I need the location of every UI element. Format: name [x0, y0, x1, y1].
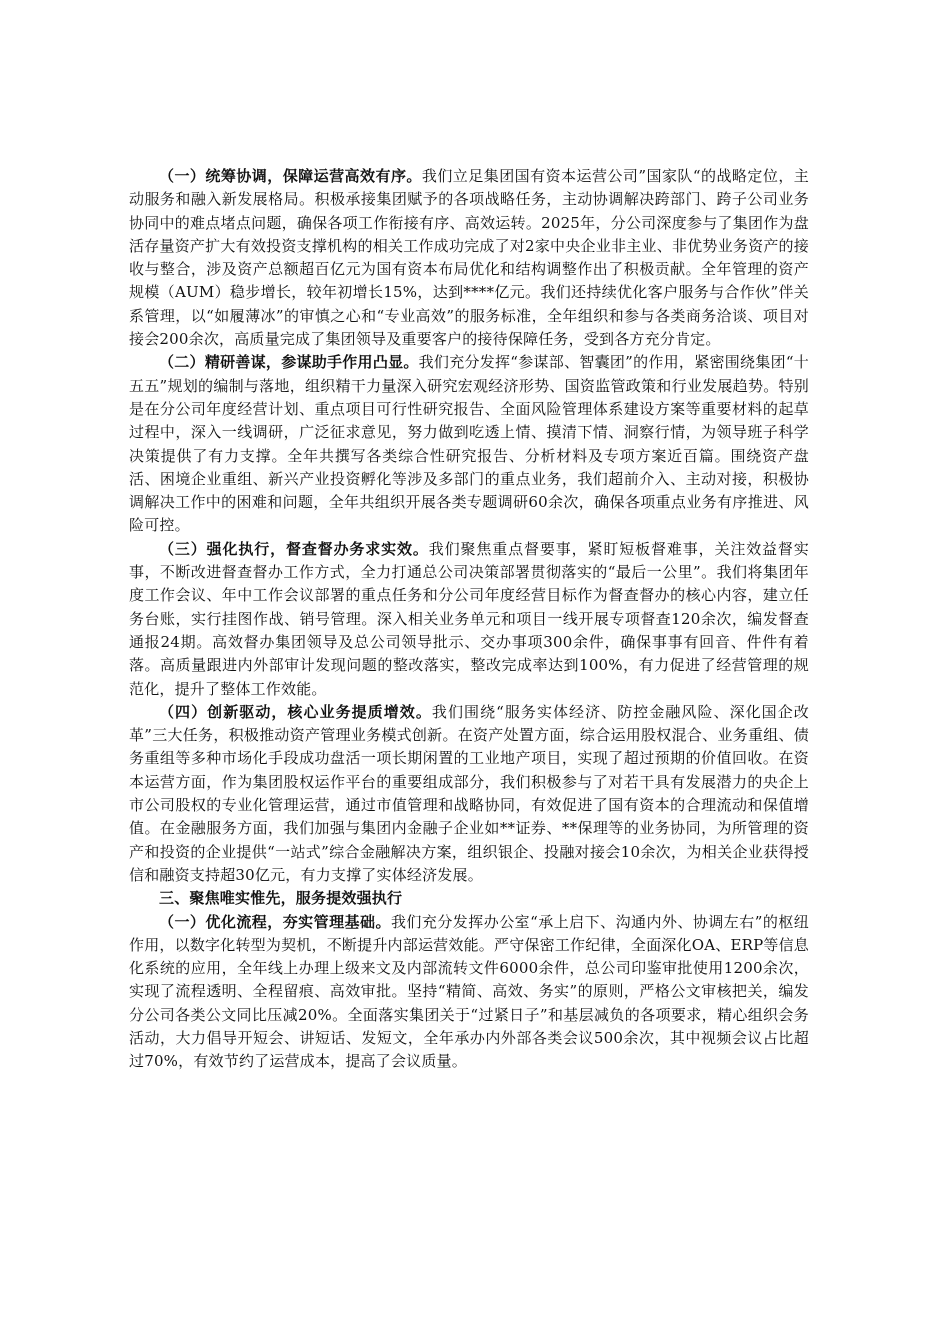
paragraph-innovation [129, 701, 809, 887]
paragraph-lead: （一）优化流程，夯实管理基础。 [159, 912, 391, 931]
paragraph-lead: （二）精研善谋，参谋助手作用凸显。 [159, 353, 419, 372]
paragraph-research [129, 351, 809, 537]
paragraph-body: 我们充分发挥“参谋部、智囊团”的作用，紧密围绕集团“十五五”规划的编制与落地，组织精干力量深入研究宏观经济形势、国资监管政策和行业发展趋势。特别是在分公司年度经营计划、重点项目可行性研究报告、全面风险管理体系建设方案等重要材料的起草过程中，深入一线调研，广泛征求意见，努力做到吃透上情、摸清下情、洞察行情，为领导班子科学决策提供了有力支撑。全年共撰写各类综合性研究报告、分析材料及专项方案近百篇。围绕资产盘活、困境企业重组、新兴产业投资孵化等涉及多部门的重点业务，我们超前介入、主动对接，积极协调解决工作中的困难和问题，全年共组织开展各类专题调研60余次，确保各项重点业务有序推进、风险可控。 [129, 353, 809, 535]
paragraph-lead: （三）强化执行，督查督办务求实效。 [159, 539, 429, 558]
paragraph-coordination [129, 165, 809, 351]
paragraph-body: 我们聚焦重点督要事，紧盯短板督难事，关注效益督实事，不断改进督查督办工作方式，全力打通总公司决策部署贯彻落实的“最后一公里”。我们将集团年度工作会议、年中工作会议部署的重点任务和分公司年度经营目标作为督查督办的核心内容，建立任务台账，实行挂图作战、销号管理。深入相关业务单元和项目一线开展专项督查120余次，编发督查通报24期。高效督办集团领导及总公司领导批示、交办事项300余件，确保事事有回音、件件有着落。高质量跟进内外部审计发现问题的整改落实，整改完成率达到100%，有力促进了经营管理的规范化，提升了整体工作效能。 [129, 539, 809, 698]
paragraph-process [129, 911, 809, 1074]
document-page [129, 165, 809, 1074]
paragraph-lead: （一）统筹协调，保障运营高效有序。 [159, 167, 422, 185]
paragraph-body: 我们立足集团国有资本运营公司”国家队“的战略定位，主动服务和融入新发展格局。积极承接集团赋予的各项战略任务，主动协调解决跨部门、跨子公司业务协同中的难点堵点问题，确保各项工作衔接有序、高效运转。2025年，分公司深度参与了集团作为盘活存量资产扩大有效投资支撑机构的相关工作成功完成了对2家中央企业非主业、非优势业务资产的接收与整合，涉及资产总额超百亿元为国有资本布局优化和结构调整作出了积极贡献。全年管理的资产规模（AUM）稳步增长，较年初增长15%，达到****亿元。我们还持续优化客户服务与合作伙”伴关系管理，以“如履薄冰”的审慎之心和“专业高效”的服务标准，全年组织和参与各类商务洽谈、项目对接会200余次，高质量完成了集团领导及重要客户的接待保障任务，受到各方充分肯定。 [129, 167, 809, 349]
paragraph-lead: （四）创新驱动，核心业务提质增效。 [159, 702, 432, 721]
section-heading: 三、聚焦唯实惟先，服务提效强执行 [159, 889, 403, 908]
paragraph-body: 我们围绕“服务实体经济、防控金融风险、深化国企改革”三大任务，积极推动资产管理业务模式创新。在资产处置方面，综合运用股权混合、业务重组、债务重组等多种市场化手段成功盘活一项长期闲置的工业地产项目，实现了超过预期的价值回收。在资本运营方面，作为集团股权运作平台的重要组成部分，我们积极参与了对若干具有发展潜力的央企上市公司股权的专业化管理运营，通过市值管理和战略协同，有效促进了国有资本的合理流动和保值增值。在金融服务方面，我们加强与集团内金融子企业如**证券、**保理等的业务协同，为所管理的资产和投资的企业提供“一站式”综合金融解决方案，组织银企、投融对接会10余次，为相关企业获得授信和融资支持超30亿元，有力支撑了实体经济发展。 [129, 702, 809, 884]
paragraph-body: 我们充分发挥办公室“承上启下、沟通内外、协调左右”的枢纽作用，以数字化转型为契机，不断提升内部运营效能。严守保密工作纪律，全面深化OA、ERP等信息化系统的应用，全年线上办理上级来文及内部流转文件6000余件，总公司印鉴审批使用1200余次，实现了流程透明、全程留痕、高效审批。坚持“精简、高效、务实”的原则，严格公文审核把关，编发分公司各类公文同比压减20%。全面落实集团关于“过紧日子”和基层减负的各项要求，精心组织会务活动，大力倡导开短会、讲短话、发短文，全年承办内外部各类会议500余次，其中视频会议占比超过70%，有效节约了运营成本，提高了会议质量。 [129, 912, 809, 1071]
paragraph-supervision [129, 538, 809, 701]
